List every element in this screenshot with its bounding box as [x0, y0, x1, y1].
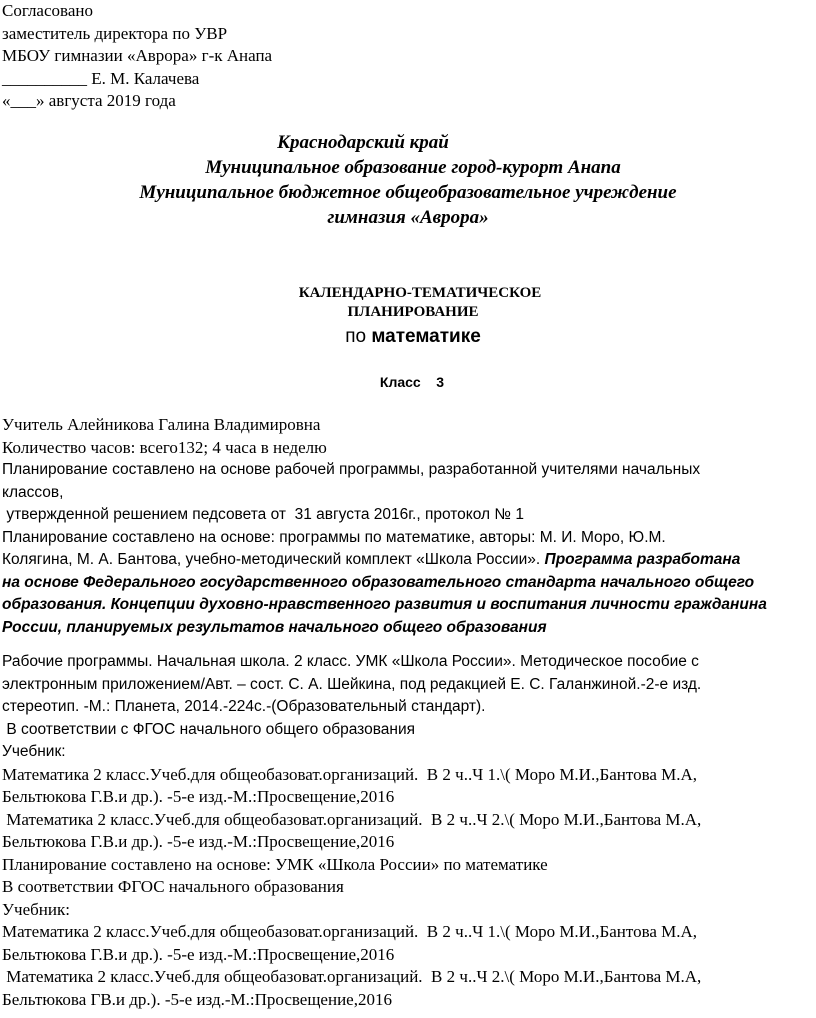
textbook-label: Учебник:	[2, 899, 70, 919]
textbook-line: Бельтюкова ГВ.и др.). -5-е изд.-М.:Просвещение,2016	[2, 989, 392, 1009]
fgos-line: В соответствии с ФГОС начального общего образования	[2, 720, 416, 738]
approved-line: утвержденной решением педсовета от 31 августа 2016г., протокол № 1	[2, 506, 524, 523]
basis-line: классов,	[2, 483, 64, 501]
work-program-line: Рабочие программы. Начальная школа. 2 класс. УМК «Школа России». Методическое пособие с	[2, 653, 699, 670]
plan-title-line1: КАЛЕНДАРНО-ТЕМАТИЧЕСКОЕ	[298, 285, 542, 301]
textbook-line: Бельтюкова Г.В.и др.). -5-е изд.-М.:Просвещение,2016	[2, 944, 395, 964]
textbook-line: Математика 2 класс.Учеб.для общеобазоват.организаций. В 2 ч..Ч 2.\( Моро М.И.,Бантова М.А,	[2, 967, 702, 986]
program-line	[2, 549, 814, 572]
work-program-line: электронным приложением/Авт. – сост. С. А. Шейкина, под редакцией Е. С. Галанжиной.-2-е изд.	[2, 675, 702, 693]
program-emphasis-line: на основе Федерального государственного образовательного стандарта начального общего	[2, 573, 755, 591]
textbook-line: Математика 2 класс.Учеб.для общеобазоват.организаций. В 2 ч..Ч 1.\( Моро М.И.,Бантова М.А,	[2, 922, 698, 941]
approval-signature: __________ Е. М. Калачева	[2, 68, 200, 88]
textbook-label: Учебник:	[2, 743, 66, 760]
class-value: 3	[436, 374, 445, 390]
subject-prefix: по	[345, 326, 372, 347]
approval-line: Согласовано	[2, 1, 93, 20]
main-text	[2, 414, 814, 1011]
subject-name: математике	[371, 326, 481, 347]
teacher-line: Учитель Алейникова Галина Владимировна	[2, 415, 321, 434]
header-block	[2, 130, 814, 230]
textbook-line: Бельтюкова Г.В.и др.). -5-е изд.-М.:Просвещение,2016	[2, 832, 395, 851]
header-school: гимназия «Аврора»	[327, 207, 489, 228]
program-emphasis-line: образования. Концепции духовно-нравственного развития и воспитания личности гражданина	[2, 596, 767, 613]
fgos-line: В соответствии ФГОС начального образования	[2, 877, 344, 896]
program-emphasis: Программа разработана	[544, 551, 741, 568]
class-line	[2, 371, 814, 394]
textbook-line: Математика 2 класс.Учеб.для общеобазоват.организаций. В 2 ч..Ч 2.\( Моро М.И.,Бантова М.А,	[2, 809, 702, 829]
textbook-line: Бельтюкова Г.В.и др.). -5-е изд.-М.:Просвещение,2016	[2, 787, 395, 806]
header-institution: Муниципальное бюджетное общеобразовательное учреждение	[139, 182, 677, 203]
subject-line	[2, 325, 814, 349]
header-municipality: Муниципальное образование город-курорт Анапа	[205, 157, 621, 178]
header-region: Краснодарский край	[277, 132, 449, 153]
program-text: Колягина, М. А. Бантова, учебно-методический комплект «Школа России».	[2, 551, 545, 568]
title-block	[2, 284, 814, 394]
program-emphasis-line: России, планируемых результатов начального общего образования	[2, 618, 547, 636]
basis-line: Планирование составлено на основе рабочей программы, разработанной учителями начальных	[2, 461, 701, 478]
approval-position: заместитель директора по УВР	[2, 23, 228, 43]
textbook-line: Математика 2 класс.Учеб.для общеобазоват.организаций. В 2 ч..Ч 1.\( Моро М.И.,Бантова М.А,	[2, 764, 698, 784]
umk-line: Планирование составлено на основе: УМК «Школа России» по математике	[2, 854, 548, 874]
approval-date: «___» августа 2019 года	[2, 91, 176, 110]
approval-block	[2, 0, 272, 113]
hours-line: Количество часов: всего132; 4 часа в неделю	[2, 437, 327, 457]
class-label: Класс	[379, 374, 421, 390]
work-program-line: стереотип. -М.: Планета, 2014.-224с.-(Образовательный стандарт).	[2, 698, 486, 715]
plan-title-line2: ПЛАНИРОВАНИЕ	[347, 304, 479, 320]
program-line: Планирование составлено на основе: программы по математике, авторы: М. И. Моро, Ю.М.	[2, 528, 666, 546]
approval-school: МБОУ гимназии «Аврора» г-к Анапа	[2, 46, 273, 65]
